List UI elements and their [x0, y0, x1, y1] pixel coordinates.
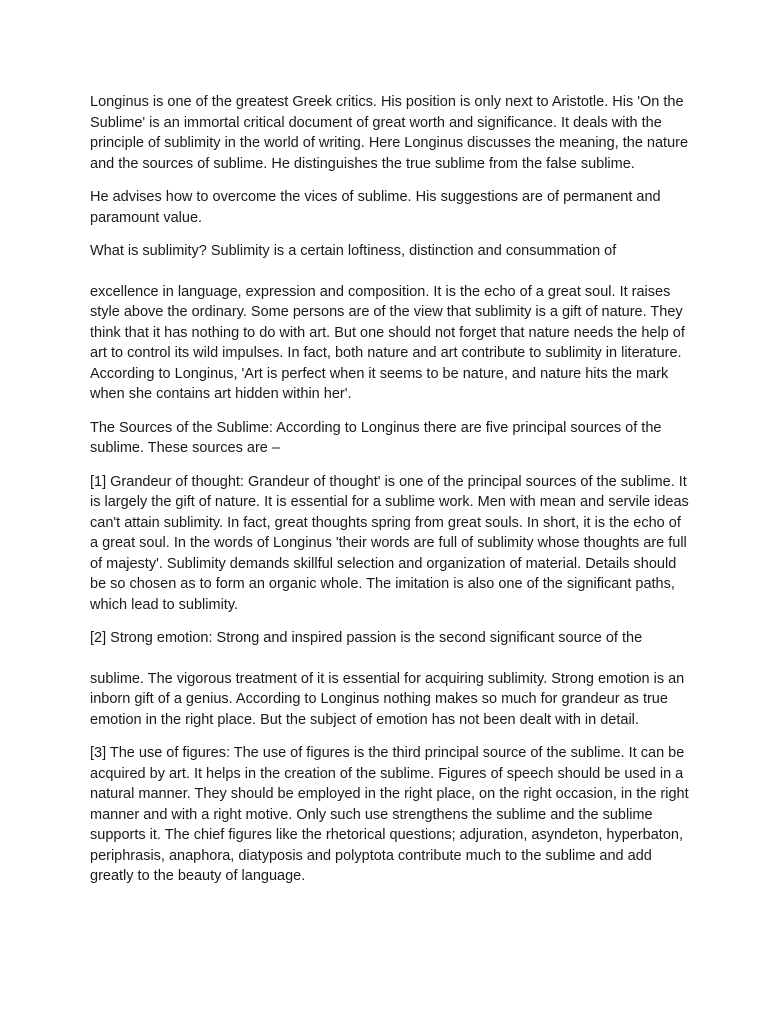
paragraph-strong-emotion-continued: sublime. The vigorous treatment of it is essential for acquiring sublimity. Strong emotion is an inborn gift of a genius. According to Longinus nothing makes so much for grandeur as true emotion in the right place. But the subject of emotion has not been dealt with in detail. — [90, 670, 685, 728]
paragraph-definition-start: What is sublimity? Sublimity is a certain loftiness, distinction and consummation of — [90, 243, 617, 259]
paragraph-use-of-figures: [3] The use of figures: The use of figures is the third principal source of the sublime. It can be acquired by art. It helps in the creation of the sublime. Figures of speech should be used in a natural manner. They should be employed in the right place, on the right occasion, in the right manner and with a right motive. Only such use strengthens the sublime and the sublime supports it. The chief figures like the rhetorical questions; adjuration, asyndeton, hyperbaton, periphrasis, anaphora, diatyposis and polyptota contribute much to the sublime and add greatly to the beauty of language. — [90, 745, 689, 884]
paragraph-grandeur-of-thought: [1] Grandeur of thought: Grandeur of thought' is one of the principal sources of the sublime. It is largely the gift of nature. It is essential for a sublime work. Men with mean and servile ideas can't attain sublimity. In fact, great thoughts spring from great souls. In short, it is the echo of a great soul. In the words of Longinus 'their words are full of sublimity whose thoughts are full of majesty'. Sublimity demands skillful selection and organization of material. Details should be so chosen as to form an organic whole. The imitation is also one of the significant paths, which lead to sublimity. — [90, 473, 689, 613]
paragraph-definition-continued: excellence in language, expression and composition. It is the echo of a great soul. It raises style above the ordinary. Some persons are of the view that sublimity is a gift of nature. They think that it has nothing to do with art. But one should not forget that nature needs the help of art to control its wild impulses. In fact, both nature and art contribute to sublimity in literature. According to Longinus, 'Art is perfect when it seems to be nature, and nature hits the mark when she contains art hidden within her'. — [90, 283, 685, 402]
paragraph-sources-heading: The Sources of the Sublime: According to Longinus there are five principal sources of the sublime. These sources are – — [90, 419, 662, 456]
document-body — [90, 92, 690, 900]
paragraph-vices: He advises how to overcome the vices of sublime. His suggestions are of permanent and paramount value. — [90, 189, 661, 226]
paragraph-intro: Longinus is one of the greatest Greek critics. His position is only next to Aristotle. His 'On the Sublime' is an immortal critical document of great worth and significance. It deals with the principle of sublimity in the world of writing. Here Longinus discusses the meaning, the nature and the sources of sublime. He distinguishes the true sublime from the false sublime. — [90, 94, 689, 172]
paragraph-strong-emotion-start: [2] Strong emotion: Strong and inspired passion is the second significant source of the — [90, 630, 643, 646]
